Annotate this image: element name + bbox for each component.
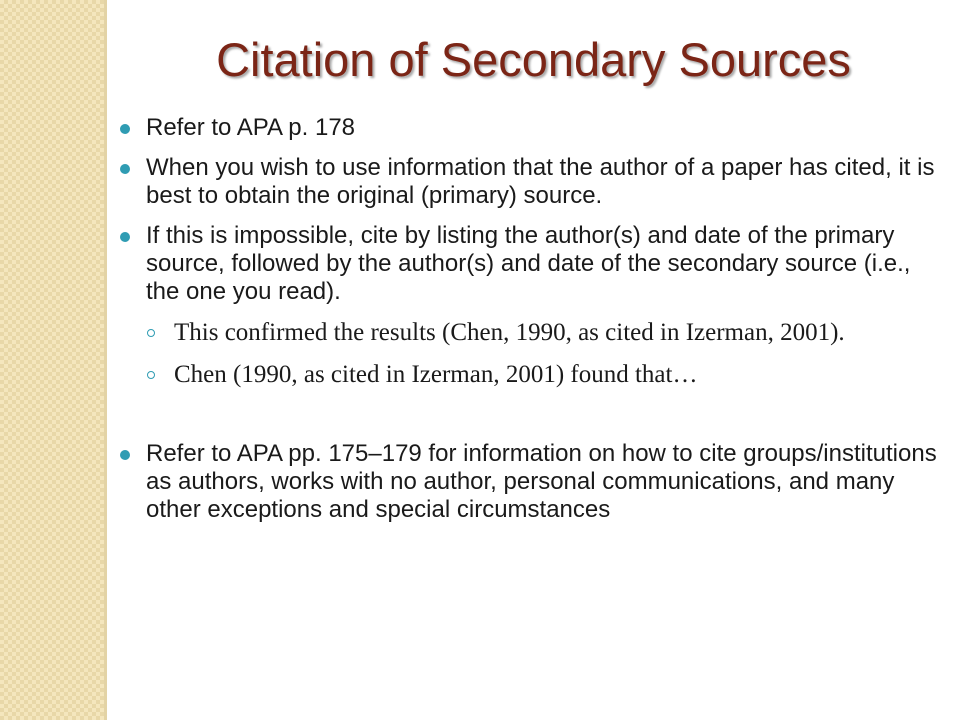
ring-bullet-icon [147,371,155,379]
ring-bullet-icon [147,329,155,337]
bullet-dot-icon [120,164,130,174]
bullet-text: Refer to APA pp. 175–179 for information on how to cite groups/institutions as authors, works with no author, personal communications, and many other exceptions and special circumstances [146,440,937,523]
slide-body [120,114,940,536]
bullet-item [120,440,940,524]
bullet-text: Refer to APA p. 178 [146,114,356,141]
slide-title: Citation of Secondary Sources [216,33,851,86]
sub-bullet-item [120,318,940,348]
bullet-dot-icon [120,232,130,242]
sub-bullet-text: This confirmed the results (Chen, 1990, as cited in Izerman, 2001). [174,319,845,346]
sub-bullet-item [120,360,940,390]
decorative-sidebar [0,0,104,720]
bullet-dot-icon [120,450,130,460]
bullet-text: If this is impossible, cite by listing the author(s) and date of the primary source, followed by the author(s) and date of the secondary source (i.e., the one you read). [146,222,911,305]
spacer [120,402,940,440]
bullet-item [120,222,940,306]
bullet-text: When you wish to use information that the author of a paper has cited, it is best to obtain the original (primary) source. [146,154,935,209]
bullet-item [120,114,940,142]
bullet-dot-icon [120,124,130,134]
sidebar-divider [104,0,107,720]
bullet-item [120,154,940,210]
sub-bullet-text: Chen (1990, as cited in Izerman, 2001) found that… [174,361,698,388]
